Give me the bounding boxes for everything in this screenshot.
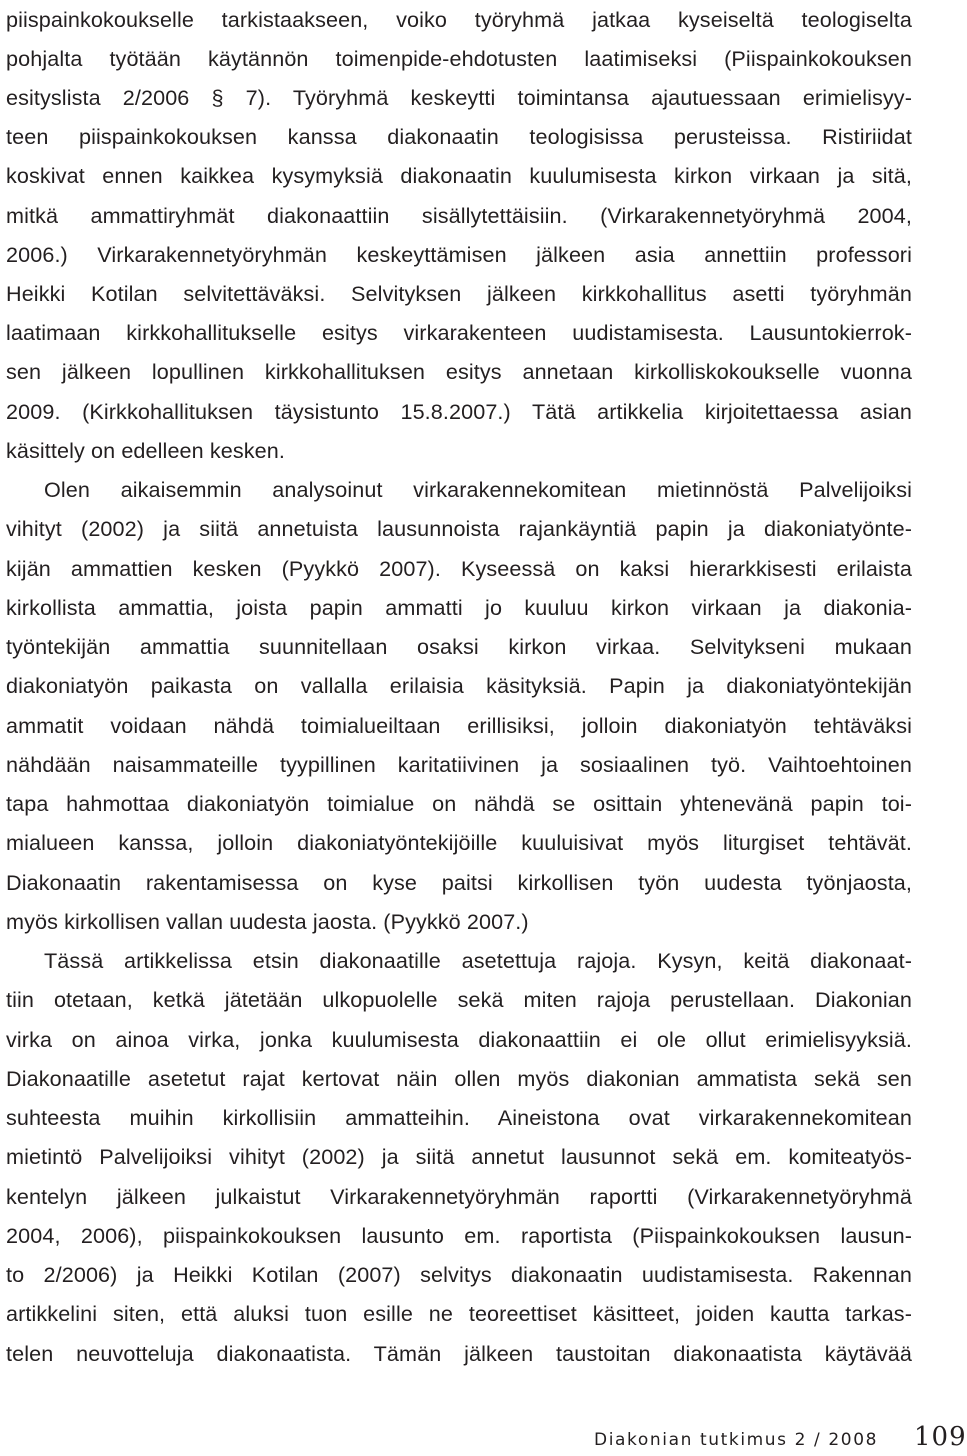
text-line: 2009. (Kirkkohallituksen täysistunto 15.8.2007.) Tätä artikkelia kirjoitettaessa asian xyxy=(6,399,912,424)
text-line: Tässä artikkelissa etsin diakonaatille asetettuja rajoja. Kysyn, keitä diakonaat- xyxy=(44,948,912,973)
text-line: käsittely on edelleen kesken. xyxy=(6,438,285,463)
text-line: mietintö Palvelijoiksi vihityt (2002) ja siitä annetut lausunnot sekä em. komiteatyös- xyxy=(6,1144,912,1169)
text-line: esityslista 2/2006 § 7). Työryhmä keskeytti toimintansa ajautuessaan erimielisyy- xyxy=(6,85,912,110)
text-line: sen jälkeen lopullinen kirkkohallituksen esitys annetaan kirkolliskokoukselle vuonna xyxy=(6,359,912,384)
text-line: koskivat ennen kaikkea kysymyksiä diakonaatin kuulumisesta kirkon virkaan ja sitä, xyxy=(6,163,912,188)
text-line: 2006.) Virkarakennetyöryhmän keskeyttämisen jälkeen asia annettiin professori xyxy=(6,242,912,267)
text-line: Diakonaatille asetetut rajat kertovat näin ollen myös diakonian ammatista sekä sen xyxy=(6,1066,912,1091)
text-line: työntekijän ammattia suunnitellaan osaksi kirkon virkaa. Selvitykseni mukaan xyxy=(6,634,912,659)
text-line: ammatit voidaan nähdä toimialueiltaan erillisiksi, jolloin diakoniatyön tehtäväksi xyxy=(6,713,912,738)
text-line: teen piispainkokouksen kanssa diakonaatin teologisissa perusteissa. Ristiriidat xyxy=(6,124,912,149)
text-line: tiin otetaan, ketkä jätetään ulkopuolelle sekä miten rajoja perustellaan. Diakonian xyxy=(6,987,912,1012)
text-line: pohjalta työtään käytännön toimenpide-ehdotusten laatimiseksi (Piispainkokouksen xyxy=(6,46,912,71)
text-line: piispainkokoukselle tarkistaakseen, voiko työryhmä jatkaa kyseiseltä teologiselta xyxy=(6,7,912,32)
text-line: kijän ammattien kesken (Pyykkö 2007). Kyseessä on kaksi hierarkkisesti erilaista xyxy=(6,556,912,581)
text-line: mitkä ammattiryhmät diakonaattiin sisällytettäisiin. (Virkarakennetyöryhmä 2004, xyxy=(6,203,912,228)
text-line: vihityt (2002) ja siitä annetuista lausunnoista rajankäyntiä papin ja diakoniatyönte- xyxy=(6,516,912,541)
page-number: 109 xyxy=(914,1422,967,1452)
running-footer-journal: Diakonian tutkimus 2 / 2008 xyxy=(594,1430,879,1450)
text-line: virka on ainoa virka, jonka kuulumisesta diakonaattiin ei ole ollut erimielisyyksiä. xyxy=(6,1027,912,1052)
text-line: Diakonaatin rakentamisessa on kyse paitsi kirkollisen työn uudesta työnjaosta, xyxy=(6,870,912,895)
text-line: telen neuvotteluja diakonaatista. Tämän jälkeen taustoitan diakonaatista käytävää xyxy=(6,1341,912,1366)
text-line: myös kirkollisen vallan uudesta jaosta. (Pyykkö 2007.) xyxy=(6,909,529,934)
text-line: 2004, 2006), piispainkokouksen lausunto em. raportista (Piispainkokouksen lausun- xyxy=(6,1223,912,1248)
text-line: suhteesta muihin kirkollisiin ammatteihin. Aineistona ovat virkarakennekomitean xyxy=(6,1105,912,1130)
text-line: Olen aikaisemmin analysoinut virkarakennekomitean mietinnöstä Palvelijoiksi xyxy=(44,477,912,502)
text-line: to 2/2006) ja Heikki Kotilan (2007) selvitys diakonaatin uudistamisesta. Rakennan xyxy=(6,1262,912,1287)
text-line: kentelyn jälkeen julkaistut Virkarakennetyöryhmän raportti (Virkarakennetyöryhmä xyxy=(6,1184,912,1209)
text-line: kirkollista ammattia, joista papin ammatti jo kuuluu kirkon virkaan ja diakonia- xyxy=(6,595,912,620)
text-line: mialueen kanssa, jolloin diakoniatyöntekijöille kuuluisivat myös liturgiset tehtävät. xyxy=(6,830,912,855)
text-line: artikkelini siten, että aluksi tuon esille ne teoreettiset käsitteet, joiden kautta tarkas- xyxy=(6,1301,912,1326)
text-line: laatimaan kirkkohallitukselle esitys virkarakenteen uudistamisesta. Lausuntokierrok- xyxy=(6,320,912,345)
text-line: tapa hahmottaa diakoniatyön toimialue on nähdä se osittain yhtenevänä papin toi- xyxy=(6,791,912,816)
text-line: nähdään naisammateille tyypillinen karitatiivinen ja sosiaalinen työ. Vaihtoehtoinen xyxy=(6,752,912,777)
text-line: Heikki Kotilan selvitettäväksi. Selvityksen jälkeen kirkkohallitus asetti työryhmän xyxy=(6,281,912,306)
text-line: diakoniatyön paikasta on vallalla erilaisia käsityksiä. Papin ja diakoniatyöntekijän xyxy=(6,673,912,698)
